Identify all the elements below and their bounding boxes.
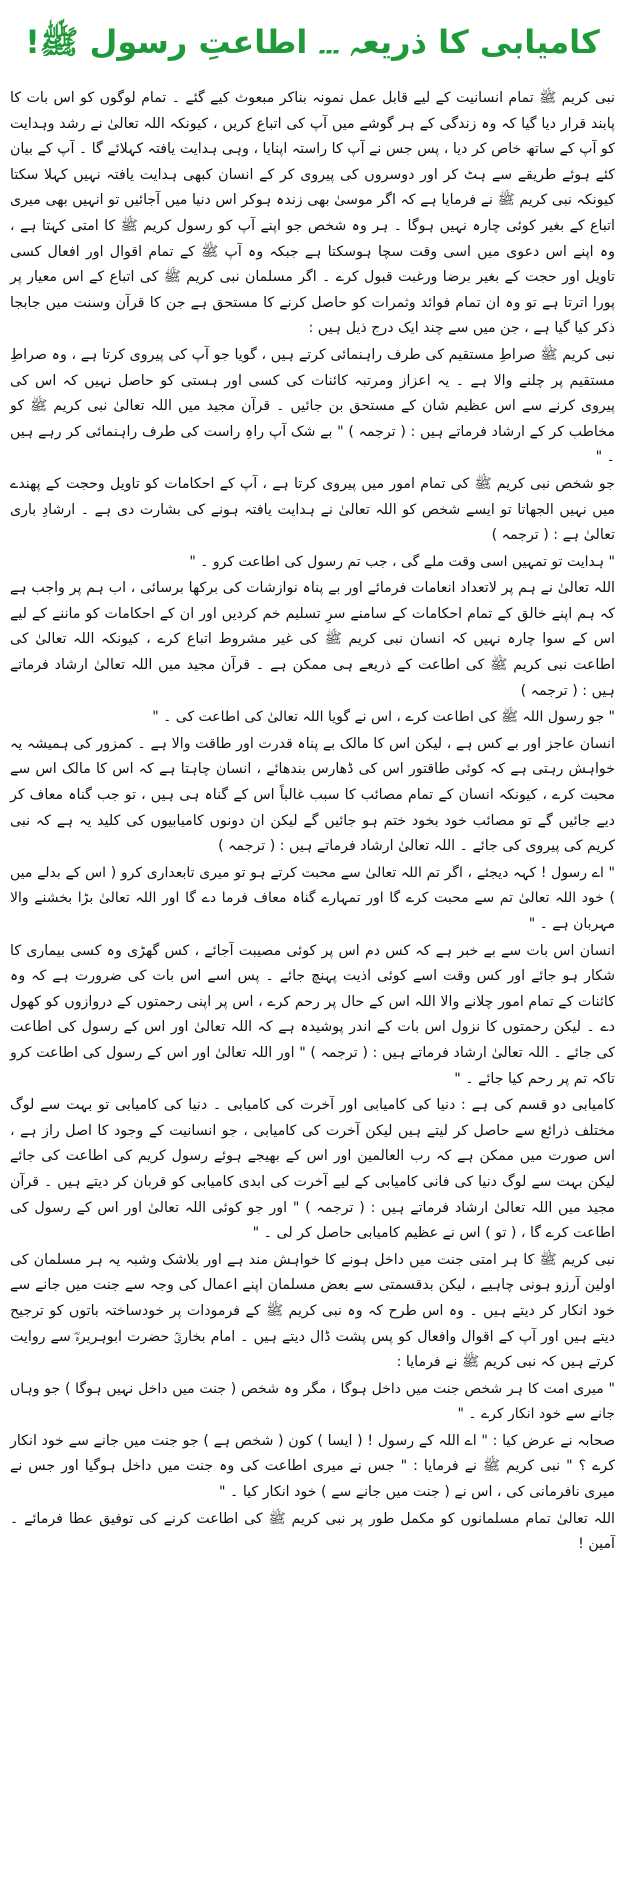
article-paragraph: کامیابی دو قسم کی ہے : دنیا کی کامیابی اور آخرت کی کامیابی ۔ دنیا کی کامیابی تو بہت سے لوگ مختلف ذرائع سے حاصل کر لیتے ہیں لیکن آخرت کی کامیابی ، جو انسانیت کے وجود کا اصل راز ہے ، اس صورت میں ممکن ہے کہ رب العالمین اور اس کے بھیجے ہوئے رسول کریم کی اطاعت کی جائے لیکن بہت سے لوگ دنیا کی فانی کامیابی کے لیے آخرت کی ابدی کامیابی کو قربان کر دیتے ہیں ۔ قرآن مجید میں اللہ تعالیٰ ارشاد فرماتے ہیں : ( ترجمہ ) " اور جو کوئی اللہ تعالیٰ اور اس کے رسول کی اطاعت کرے گا ، ( تو ) اس نے عظیم کامیابی حاصل کر لی ۔ " <box>10 1097 615 1242</box>
article-paragraph: انسان عاجز اور بے کس ہے ، لیکن اس کا مالک بے پناہ قدرت اور طاقت والا ہے ۔ کمزور کی ہمیشہ یہ خواہش رہتی ہے کہ کوئی طاقتور اس کی ڈھارس بندھائے ، انسان چاہتا ہے کہ اس کا مالک اس سے محبت کرے ، کیونکہ انسان کے تمام مصائب کا سبب غالباً اس کے گناہ ہی ہیں ، تو جب گناہ معاف کر دیے جائیں گے تو مصائب خود بخود ختم ہو جائیں گے لیکن ان دونوں کامیابیوں کی کلید یہ ہے کہ نبی کریم کی پیروی کی جائے ۔ اللہ تعالیٰ ارشاد فرماتے ہیں : ( ترجمہ ) <box>10 735 615 855</box>
article-paragraph: نبی کریم ﷺ کا ہر امتی جنت میں داخل ہونے کا خواہش مند ہے اور بلاشک وشبہ یہ ہر مسلمان کی اولین آرزو ہونی چاہیے ، لیکن بدقسمتی سے بعض مسلمان اپنے اعمال کی وجہ سے جنت میں جانے سے خود انکار کر دیتے ہیں ۔ وہ اس طرح کہ وہ نبی کریم ﷺ کے فرمودات پر خودساختہ باتوں کو ترجیح دیتے ہیں اور آپ کے اقوال وافعال کو پس پشت ڈال دیتے ہیں ۔ امام بخاریؒ حضرت ابوہریرہؓ سے روایت کرتے ہیں کہ نبی کریم ﷺ نے فرمایا : <box>10 1251 615 1371</box>
article-paragraph: صحابہ نے عرض کیا : " اے اللہ کے رسول ! ( ایسا ) کون ( شخص ہے ) جو جنت میں جانے سے خود انکار کرے ؟ " نبی کریم ﷺ نے فرمایا : " جس نے میری اطاعت کی وہ جنت میں داخل ہوگیا اور جس نے میری نافرمانی کی ، اس نے ( جنت میں جانے سے ) خود انکار کیا ۔ " <box>10 1432 615 1501</box>
article-paragraph: اللہ تعالیٰ نے ہم پر لاتعداد انعامات فرمائے اور بے پناہ نوازشات کی برکھا برسائی ، اب ہم پر واجب ہے کہ ہم اپنے خالق کے تمام احکامات کے سامنے سرِ تسلیم خم کردیں اور ان کے احکامات کو ماننے کے لیے اس کے سوا چارہ نہیں کہ انسان نبی کریم ﷺ کی غیر مشروط اتباع کرے ، کیونکہ اللہ تعالیٰ کی اطاعت نبی کریم ﷺ کی اطاعت کے ذریعے ہی ممکن ہے ۔ قرآن مجید میں اللہ تعالیٰ ارشاد فرماتے ہیں : ( ترجمہ ) <box>10 580 615 699</box>
article-body <box>10 86 615 1558</box>
article-quote: " جو رسول اللہ ﷺ کی اطاعت کرے ، اس نے گویا اللہ تعالیٰ کی اطاعت کی ۔ " <box>152 709 615 726</box>
article-paragraph: نبی کریم ﷺ صراطِ مستقیم کی طرف راہنمائی کرتے ہیں ، گویا جو آپ کی پیروی کرتا ہے ، وہ صراطِ مستقیم پر چلنے والا ہے ۔ یہ اعزاز ومرتبہ کائنات کی کسی اور ہستی کو حاصل نہیں کہ اس کی پیروی کرنے سے اس عظیم شان کے مستحق بن جائیں ۔ قرآن مجید میں اللہ تعالیٰ نبی کریم ﷺ کو مخاطب کر کے ارشاد فرماتے ہیں : ( ترجمہ ) " بے شک آپ راہِ راست کی طرف راہنمائی کر رہے ہیں ۔ " <box>10 346 615 466</box>
article-paragraph: جو شخص نبی کریم ﷺ کی تمام امور میں پیروی کرتا ہے ، آپ کے احکامات کو تاویل وحجت کے پھندے میں نہیں الجھاتا تو ایسے شخص کو اللہ تعالیٰ نے ہدایت یافتہ ہونے کی بشارت دی ہے ۔ ارشادِ باری تعالیٰ ہے : ( ترجمہ ) <box>10 475 615 544</box>
article-quote: " اے رسول ! کہہ دیجئے ، اگر تم اللہ تعالیٰ سے محبت کرتے ہو تو میری تابعداری کرو ( اس کے بدلے میں ) خود اللہ تعالیٰ تم سے محبت کرے گا اور تمہارے گناہ معاف فرما دے گا اور اللہ تعالیٰ بڑا بخشنے والا مہربان ہے ۔ " <box>10 864 615 932</box>
article-title: کامیابی کا ذریعہ ۔۔۔ اطاعتِ رسول ﷺ! <box>25 23 600 61</box>
article-quote: " ہدایت تو تمہیں اسی وقت ملے گی ، جب تم رسول کی اطاعت کرو ۔ " <box>189 553 615 570</box>
article-paragraph: نبی کریم ﷺ تمام انسانیت کے لیے قابل عمل نمونہ بناکر مبعوث کیے گئے ۔ تمام لوگوں کو اس بات کا پابند قرار دیا گیا کہ وہ زندگی کے ہر گوشے میں آپ کی اتباع کریں ، کیونکہ اللہ تعالیٰ نے رشد وہدایت کو آپ کے ساتھ خاص کر دیا ، پس جس نے آپ کا راستہ اپنایا ، وہی ہدایت یافتہ کہلائے گا ۔ آپ کے بیان کئے ہوئے طریقے سے ہٹ کر اور دوسروں کی پیروی کر کے انسان کبھی ہدایت یافتہ نہیں کہلا سکتا کیونکہ نبی کریم ﷺ نے فرمایا ہے کہ اگر موسیٰ بھی زندہ ہوکر اس دنیا میں آجائیں تو انہیں بھی میری اتباع کے بغیر کوئی چارہ نہیں ہوگا ۔ ہر وہ شخص جو اپنے آپ کو رسول کریم ﷺ کا امتی کہتا ہے ، وہ اپنے اس دعوی میں اسی وقت سچا ہوسکتا ہے جبکہ وہ آپ ﷺ کے تمام اقوال اور افعال کسی تاویل اور حجت کے بغیر برضا ورغبت قبول کرے ۔ اگر مسلمان نبی کریم ﷺ کی اتباع کے اس معیار پر پورا اترتا ہے تو وہ ان تمام فوائد وثمرات کو حاصل کرنے کا مستحق ہے جن کا قرآن وسنت میں جابجا ذکر کیا گیا ہے ، جن میں سے چند ایک درج ذیل ہیں : <box>10 90 615 337</box>
article-closing-prayer: اللہ تعالیٰ تمام مسلمانوں کو مکمل طور پر نبی کریم ﷺ کی اطاعت کرنے کی توفیق عطا فرمائے ۔ آمین ! <box>10 1510 615 1553</box>
article-quote: " میری امت کا ہر شخص جنت میں داخل ہوگا ، مگر وہ شخص ( جنت میں داخل نہیں ہوگا ) جو وہاں جانے سے خود انکار کرے ۔ " <box>10 1380 615 1423</box>
article-paragraph: انسان اس بات سے بے خبر ہے کہ کس دم اس پر کوئی مصیبت آجائے ، کس گھڑی وہ کسی بیماری کا شکار ہو جائے اور کس وقت اسے کوئی اذیت پہنچ جائے ۔ پس اسے اس بات کی ضرورت ہے کہ وہ کائنات کے تمام امور چلانے والا اللہ اس کے حال پر رحم کرے ، اس پر اپنی رحمتوں کے دروازوں کو کھول دے ۔ لیکن رحمتوں کا نزول اس بات کے اندر پوشیدہ ہے کہ اللہ تعالیٰ اور اس کے رسول کی اطاعت کی جائے ۔ اللہ تعالیٰ ارشاد فرماتے ہیں : ( ترجمہ ) " اور اللہ تعالیٰ اور اس کے رسول کی اطاعت کرو تاکہ تم پر رحم کیا جائے ۔ " <box>10 942 615 1087</box>
